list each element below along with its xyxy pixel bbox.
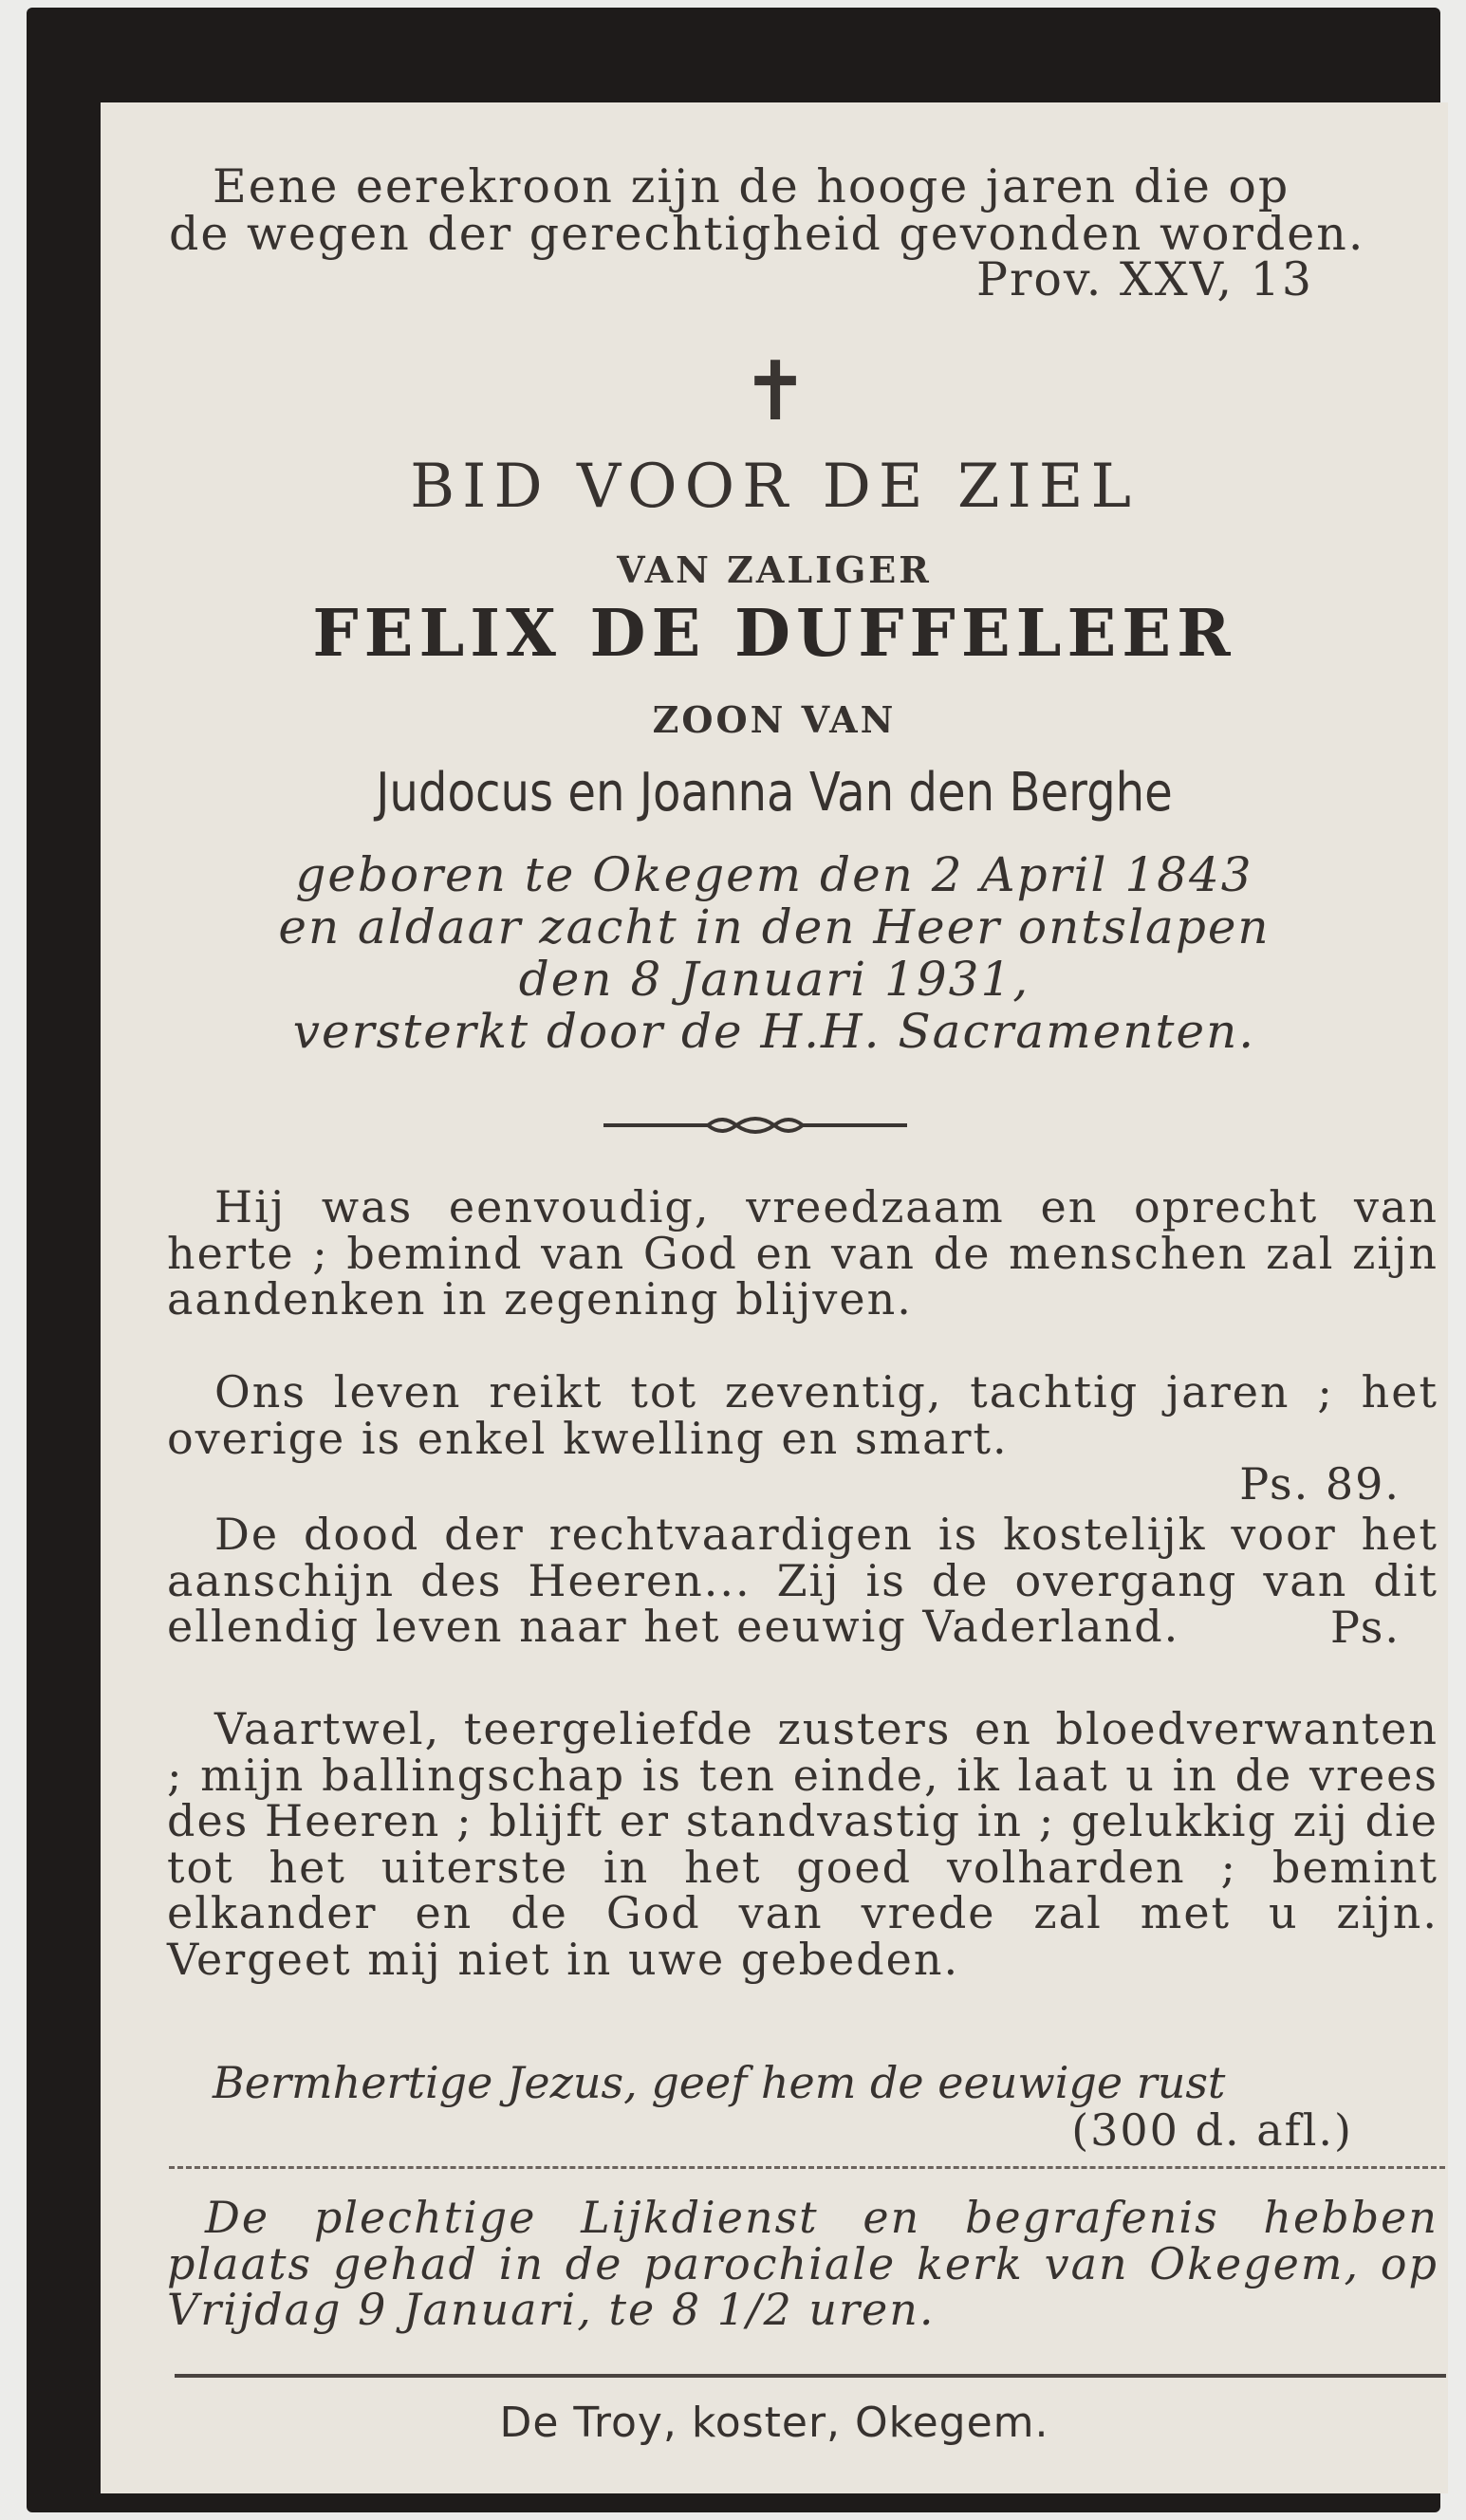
text-paragraph-1 (167, 1181, 1438, 1325)
text-paragraph-3 (167, 1509, 1438, 1653)
epigraph-line-1: Eene eerekroon zijn de hooge jaren die op (213, 159, 1290, 213)
solid-divider (175, 2374, 1446, 2378)
birth-line: geboren te Okegem den 2 April 1843 (295, 847, 1253, 902)
text-paragraph-4 (167, 1703, 1438, 1985)
text-paragraph-2 (167, 1366, 1438, 1510)
ornament-divider-icon (603, 1106, 907, 1144)
printer-footer: De Troy, koster, Okegem. (499, 2399, 1049, 2447)
paragraph-de-dood: De dood der rechtvaardigen is kostelijk voor het aanschijn des Heeren... Zij is de overgang van dit ellendig leven naar het eeuwig Vaderland. (167, 1509, 1438, 1652)
sacraments-line: versterkt door de H.H. Sacramenten. (292, 1004, 1256, 1059)
memorial-card-frame (27, 8, 1440, 2512)
memorial-card-paper (101, 102, 1448, 2493)
paragraph-hij-was: Hij was eenvoudig, vreedzaam en oprecht van herte ; bemind van God en van de menschen zal zijn aandenken in zegening blijven. (167, 1181, 1438, 1325)
dashed-divider (169, 2166, 1445, 2169)
funeral-text: De plechtige Lijkdienst en begrafenis hebben plaats gehad in de parochiale kerk van Okegem, op Vrijdag 9 Januari, te 8 1/2 uren. (167, 2192, 1438, 2335)
psalm-reference-89: Ps. 89. (1239, 1458, 1401, 1510)
prayer-line: Bermhertige Jezus, geef hem de eeuwige rust (213, 2057, 1226, 2108)
death-date-line: den 8 Januari 1931, (518, 952, 1030, 1007)
cross-icon: ✝ (741, 344, 810, 439)
heading-bid-voor-de-ziel: BID VOOR DE ZIEL (410, 452, 1139, 522)
death-line: en aldaar zacht in den Heer ontslapen (278, 899, 1271, 954)
epigraph-line-2: de wegen der gerechtigheid gevonden worden. (169, 207, 1365, 261)
epigraph-reference: Prov. XXV, 13 (975, 252, 1313, 306)
psalm-reference: Ps. (1330, 1601, 1401, 1653)
indulgence-note: (300 d. afl.) (1071, 2104, 1353, 2156)
deceased-name: FELIX DE DUFFELEER (312, 596, 1236, 672)
parents-names: Judocus en Joanna Van den Berghe (376, 762, 1173, 824)
van-zaliger-label: VAN ZALIGER (617, 548, 932, 591)
zoon-van-label: ZOON VAN (652, 698, 897, 741)
funeral-notice (167, 2192, 1438, 2335)
paragraph-ons-leven: Ons leven reikt tot zeventig, tachtig jaren ; het overige is enkel kwelling en smart. (167, 1366, 1438, 1464)
paragraph-vaartwel: Vaartwel, teergeliefde zusters en bloedverwanten ; mijn ballingschap is ten einde, ik laat u in de vrees des Heeren ; blijft er standvastig in ; gelukkig zij die tot het uiterste in het goed volharden ; bemint elkander en de God van vrede zal met u zijn. Vergeet mij niet in uwe gebeden. (167, 1703, 1438, 1985)
